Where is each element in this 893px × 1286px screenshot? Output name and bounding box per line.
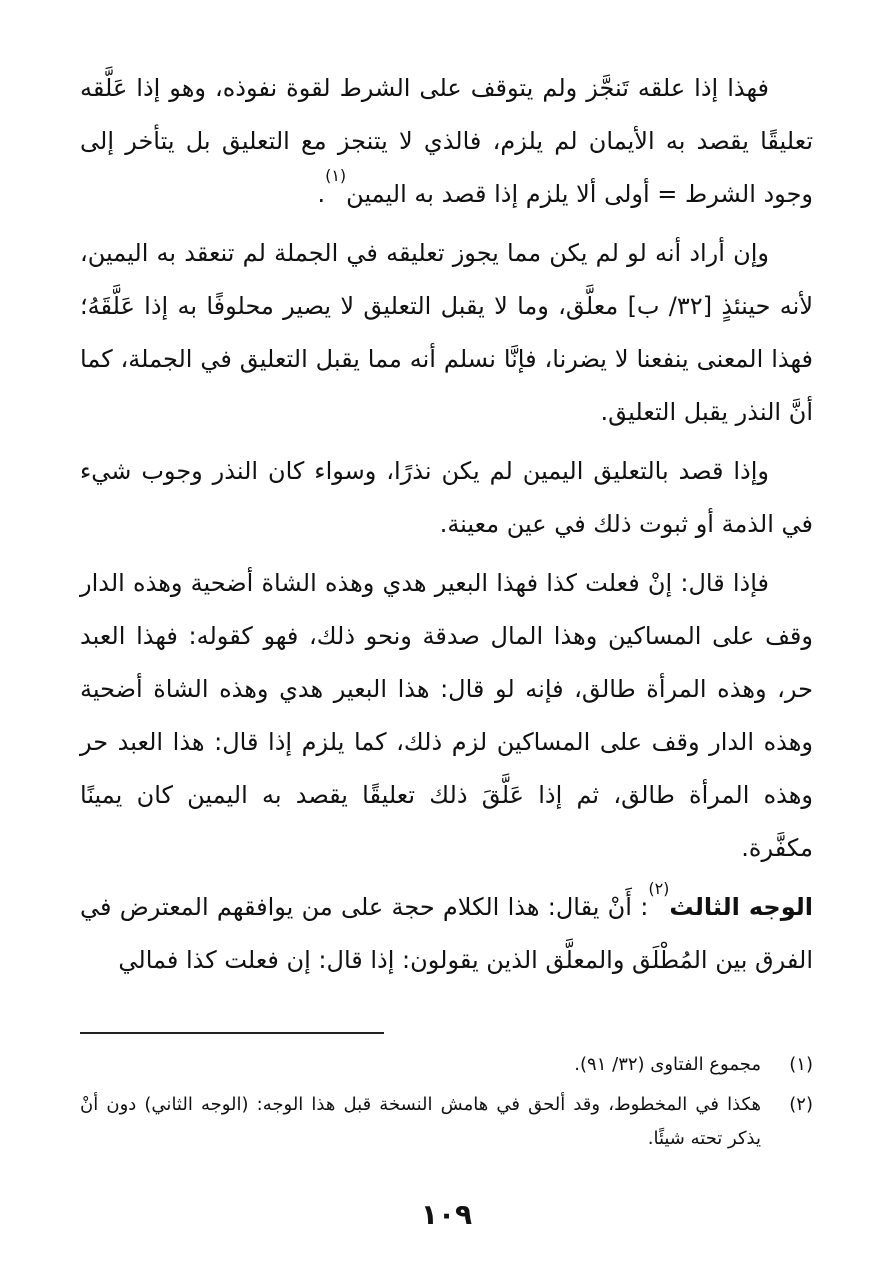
footnote-ref: (٢) xyxy=(648,879,670,898)
section-label: الوجه الثالث xyxy=(669,893,813,921)
footnote-text: هكذا في المخطوط، وقد ألحق في هامش النسخة قبل هذا الوجه: (الوجه الثاني) دون أنْ يذكر تحته شيئًا. xyxy=(80,1094,761,1149)
footnote-ref: (١) xyxy=(325,166,347,185)
paragraph-1 xyxy=(80,62,813,221)
main-text xyxy=(80,62,813,993)
footnote-number: (٢) xyxy=(789,1094,813,1115)
paragraph-3: وإذا قصد بالتعليق اليمين لم يكن نذرًا، وسواء كان النذر وجوب شيء في الذمة أو ثبوت ذلك في عين معينة. xyxy=(80,457,813,538)
paragraph-5 xyxy=(80,881,813,987)
footnote-1 xyxy=(80,1048,813,1082)
paragraph-text: : أَنْ يقال: هذا الكلام حجة على من يوافقهم المعترض في الفرق بين المُطْلَق والمعلَّق الذين يقولون: إذا قال: إن فعلت كذا فمالي xyxy=(80,893,813,974)
footnote-number: (١) xyxy=(789,1054,813,1075)
paragraph-4: فإذا قال: إنْ فعلت كذا فهذا البعير هدي وهذه الشاة أضحية وهذه الدار وقف على المساكين وهذا المال صدقة ونحو ذلك، فهو كقوله: فهذا العبد حر، وهذه المرأة طالق، فإنه لو قال: هذا البعير هدي وهذه الشاة أضحية وهذه الدار وقف على المساكين لزم ذلك، كما يلزم إذا قال: هذا العبد حر وهذه المرأة طالق، ثم إذا عَلَّقَ ذلك تعليقًا يقصد به اليمين كان يمينًا مكفَّرة. xyxy=(80,569,813,862)
paragraph-text: فهذا إذا علقه تَنجَّز ولم يتوقف على الشرط لقوة نفوذه، وهو إذا عَلَّقه تعليقًا يقصد به الأيمان لم يلزم، فالذي لا يتنجز مع التعليق بل يتأخر إلى وجود الشرط = أولى ألا يلزم إذا قصد به اليمين xyxy=(80,74,813,208)
footnotes xyxy=(80,1048,813,1162)
paragraph-2: وإن أراد أنه لو لم يكن مما يجوز تعليقه في الجملة لم تنعقد به اليمين، لأنه حينئذٍ [٣٢/ ب] معلَّق، وما لا يقبل التعليق لا يصير محلوفًا به إذا عَلَّقَهُ؛ فهذا المعنى ينفعنا لا يضرنا، فإنَّا نسلم أنه مما يقبل التعليق في الجملة، كما أنَّ النذر يقبل التعليق. xyxy=(80,239,814,426)
page-number: ١٠٩ xyxy=(420,1198,473,1231)
footnote-2 xyxy=(80,1088,813,1156)
footnote-divider xyxy=(80,1032,384,1034)
paragraph-text: . xyxy=(317,180,326,208)
footnote-text: مجموع الفتاوى (٣٢/ ٩١). xyxy=(574,1054,761,1075)
